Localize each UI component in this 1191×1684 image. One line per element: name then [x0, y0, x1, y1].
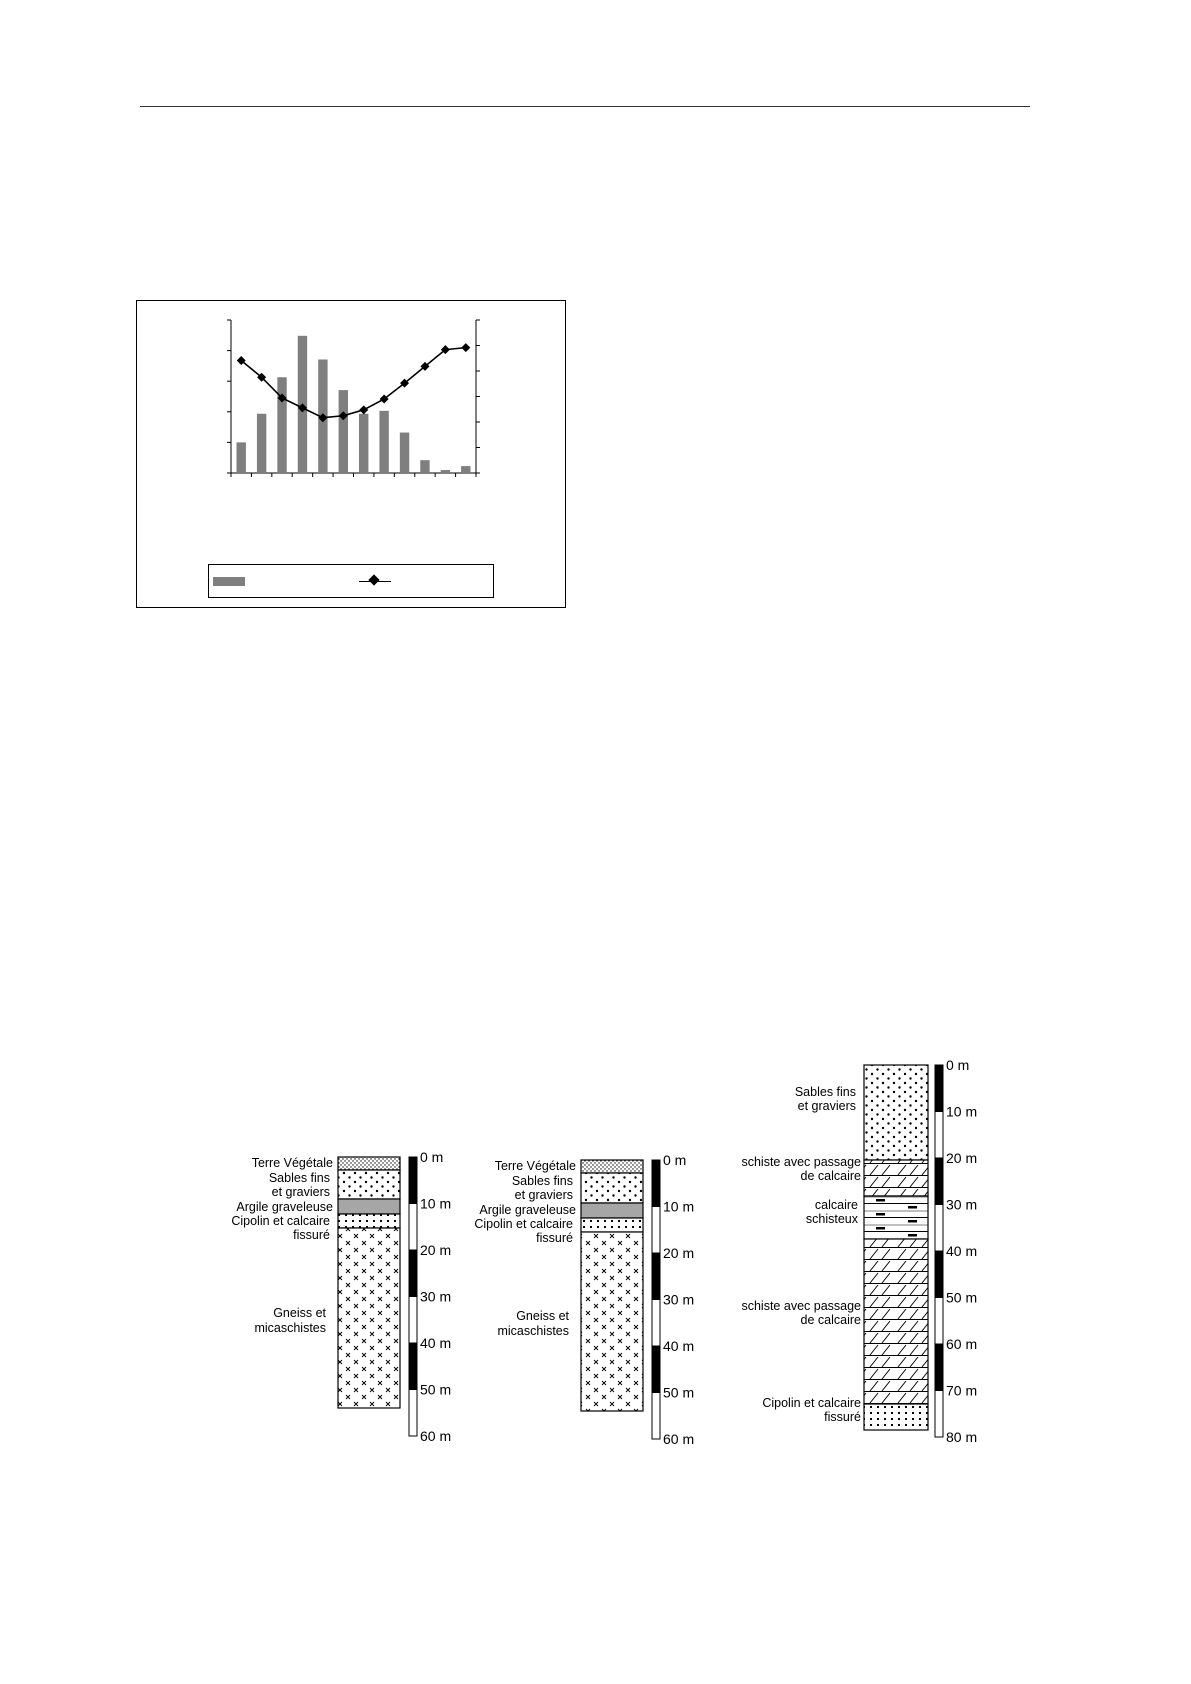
depth-scale-segment — [935, 1205, 943, 1252]
layer-label: micaschistes — [497, 1324, 569, 1338]
depth-label: 70 m — [946, 1382, 978, 1399]
layer-label: schiste avec passage — [741, 1299, 861, 1313]
depth-scale-segment — [935, 1391, 943, 1438]
layer-dots-dense — [864, 1404, 928, 1430]
layer-label: Sables fins — [511, 1174, 573, 1188]
layer-label: Cipolin et calcaire — [762, 1396, 861, 1410]
layer-label: Gneiss et — [516, 1309, 569, 1323]
layer-hatch — [864, 1160, 928, 1196]
layer-fine-dots — [581, 1160, 643, 1173]
depth-scale-segment — [409, 1250, 417, 1297]
layer-label: Gneiss et — [273, 1306, 326, 1320]
layer-label: Cipolin et calcaire — [474, 1217, 573, 1231]
depth-label: 30 m — [420, 1288, 452, 1305]
depth-scale-segment — [652, 1160, 660, 1207]
depth-label: 50 m — [946, 1289, 978, 1306]
borehole-log-2 — [474, 1152, 694, 1447]
depth-label: 20 m — [946, 1150, 978, 1166]
layer-label: fissuré — [293, 1228, 330, 1242]
depth-scale-segment — [409, 1343, 417, 1390]
layer-dots-dense — [338, 1214, 400, 1228]
layer-gray — [581, 1203, 643, 1218]
depth-label: 50 m — [420, 1381, 452, 1398]
depth-scale-segment — [652, 1300, 660, 1347]
depth-scale-segment — [935, 1112, 943, 1159]
layer-dots — [581, 1173, 643, 1203]
layer-fine-dots — [338, 1157, 400, 1170]
layer-label: Sables fins — [794, 1085, 856, 1099]
layer-label: de calcaire — [800, 1313, 861, 1327]
layer-hatch — [864, 1239, 928, 1404]
depth-scale-segment — [652, 1346, 660, 1393]
depth-scale-segment — [935, 1344, 943, 1391]
depth-scale-segment — [409, 1297, 417, 1344]
depth-scale-segment — [935, 1298, 943, 1345]
depth-label: 0 m — [663, 1152, 687, 1168]
layer-label: Terre Végétale — [251, 1156, 333, 1170]
layer-label: Argile graveleuse — [236, 1200, 333, 1214]
borehole-log-1 — [231, 1149, 451, 1444]
depth-label: 10 m — [946, 1103, 978, 1120]
layer-label: micaschistes — [254, 1321, 326, 1335]
depth-label: 10 m — [663, 1198, 695, 1215]
depth-label: 30 m — [663, 1291, 695, 1308]
layer-label: et graviers — [271, 1185, 330, 1199]
depth-label: 40 m — [946, 1243, 978, 1259]
layer-crosses — [581, 1232, 643, 1411]
layer-label: et graviers — [797, 1099, 856, 1113]
depth-label: 30 m — [946, 1196, 978, 1213]
layer-label: de calcaire — [800, 1169, 861, 1183]
depth-scale-segment — [652, 1207, 660, 1254]
layer-label: Terre Végétale — [494, 1159, 576, 1173]
layer-label: et graviers — [514, 1188, 573, 1202]
layer-label: schisteux — [805, 1212, 858, 1226]
layer-label: schiste avec passage — [741, 1155, 861, 1169]
depth-label: 60 m — [420, 1428, 452, 1444]
depth-label: 60 m — [946, 1336, 978, 1352]
depth-label: 20 m — [420, 1242, 452, 1258]
layer-crosses — [338, 1228, 400, 1408]
layer-dots — [338, 1170, 400, 1199]
layer-label: Argile graveleuse — [479, 1203, 576, 1217]
depth-scale-segment — [409, 1204, 417, 1251]
depth-label: 20 m — [663, 1245, 695, 1261]
layer-label: Sables fins — [268, 1171, 330, 1185]
layer-label: calcaire — [814, 1198, 858, 1212]
depth-scale-segment — [652, 1393, 660, 1440]
layer-label: fissuré — [824, 1410, 861, 1424]
depth-scale-segment — [652, 1253, 660, 1300]
layer-label: fissuré — [536, 1231, 573, 1245]
depth-label: 10 m — [420, 1195, 452, 1212]
layer-label: Cipolin et calcaire — [231, 1214, 330, 1228]
depth-label: 0 m — [420, 1149, 444, 1165]
borehole-log-3 — [741, 1057, 977, 1445]
layer-gray — [338, 1199, 400, 1214]
depth-label: 40 m — [663, 1338, 695, 1354]
depth-label: 50 m — [663, 1384, 695, 1401]
depth-scale-segment — [409, 1390, 417, 1437]
depth-label: 60 m — [663, 1431, 695, 1447]
layer-dots-dense — [581, 1218, 643, 1232]
depth-scale-segment — [935, 1158, 943, 1205]
layer-brick — [864, 1196, 928, 1239]
depth-label: 0 m — [946, 1057, 970, 1073]
depth-label: 80 m — [946, 1429, 978, 1445]
depth-scale-segment — [409, 1157, 417, 1204]
depth-label: 40 m — [420, 1335, 452, 1351]
layer-dots — [864, 1065, 928, 1160]
depth-scale-segment — [935, 1251, 943, 1298]
depth-scale-segment — [935, 1065, 943, 1112]
